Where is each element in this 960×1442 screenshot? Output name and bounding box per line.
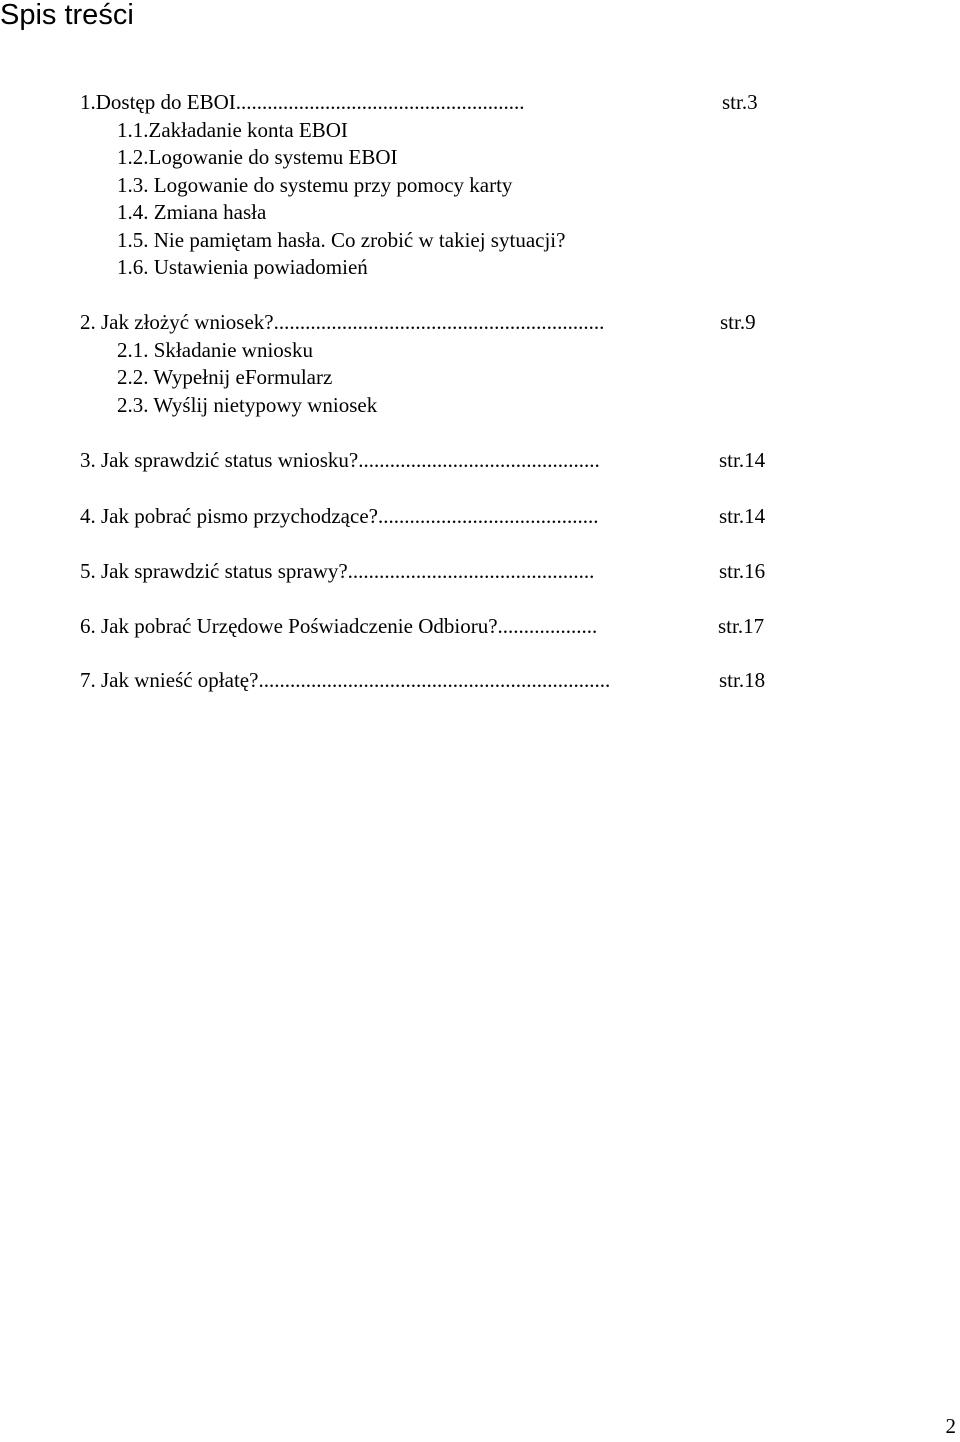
table-of-contents	[0, 0, 960, 720]
toc-page-2: str.9	[720, 310, 756, 334]
toc-entry-6[interactable]: 6. Jak pobrać Urzędowe Poświadczenie Odbioru?...................	[80, 614, 598, 638]
toc-subentry-1-1[interactable]: 1.1.Zakładanie konta EBOI	[117, 118, 348, 142]
toc-entry-1[interactable]: 1.Dostęp do EBOI.......................................................	[80, 90, 525, 114]
toc-subentry-2-1[interactable]: 2.1. Składanie wniosku	[117, 338, 313, 362]
toc-subentry-1-5[interactable]: 1.5. Nie pamiętam hasła. Co zrobić w takiej sytuacji?	[117, 228, 566, 252]
toc-entry-5[interactable]: 5. Jak sprawdzić status sprawy?...............................................	[80, 559, 595, 583]
toc-subentry-1-3[interactable]: 1.3. Logowanie do systemu przy pomocy karty	[117, 173, 513, 197]
toc-page-1: str.3	[722, 90, 758, 114]
toc-page-3: str.14	[719, 448, 766, 472]
toc-page-5: str.16	[719, 559, 766, 583]
toc-page-7: str.18	[719, 668, 766, 692]
toc-page-4: str.14	[719, 504, 766, 528]
page-title: Spis treści	[0, 0, 134, 31]
toc-page-6: str.17	[718, 614, 765, 638]
toc-subentry-2-3[interactable]: 2.3. Wyślij nietypowy wniosek	[117, 393, 378, 417]
toc-subentry-1-4[interactable]: 1.4. Zmiana hasła	[117, 200, 267, 224]
toc-subentry-1-6[interactable]: 1.6. Ustawienia powiadomień	[117, 255, 368, 279]
toc-entry-4[interactable]: 4. Jak pobrać pismo przychodzące?..........................................	[80, 504, 599, 528]
toc-entry-3[interactable]: 3. Jak sprawdzić status wniosku?..............................................	[80, 448, 600, 472]
page-number: 2	[945, 1414, 956, 1438]
toc-entry-2[interactable]: 2. Jak złożyć wniosek?...............................................................	[80, 310, 605, 334]
toc-subentry-2-2[interactable]: 2.2. Wypełnij eFormularz	[117, 365, 333, 389]
toc-entry-7[interactable]: 7. Jak wnieść opłatę?...................................................................	[80, 668, 611, 692]
toc-subentry-1-2[interactable]: 1.2.Logowanie do systemu EBOI	[117, 145, 398, 169]
